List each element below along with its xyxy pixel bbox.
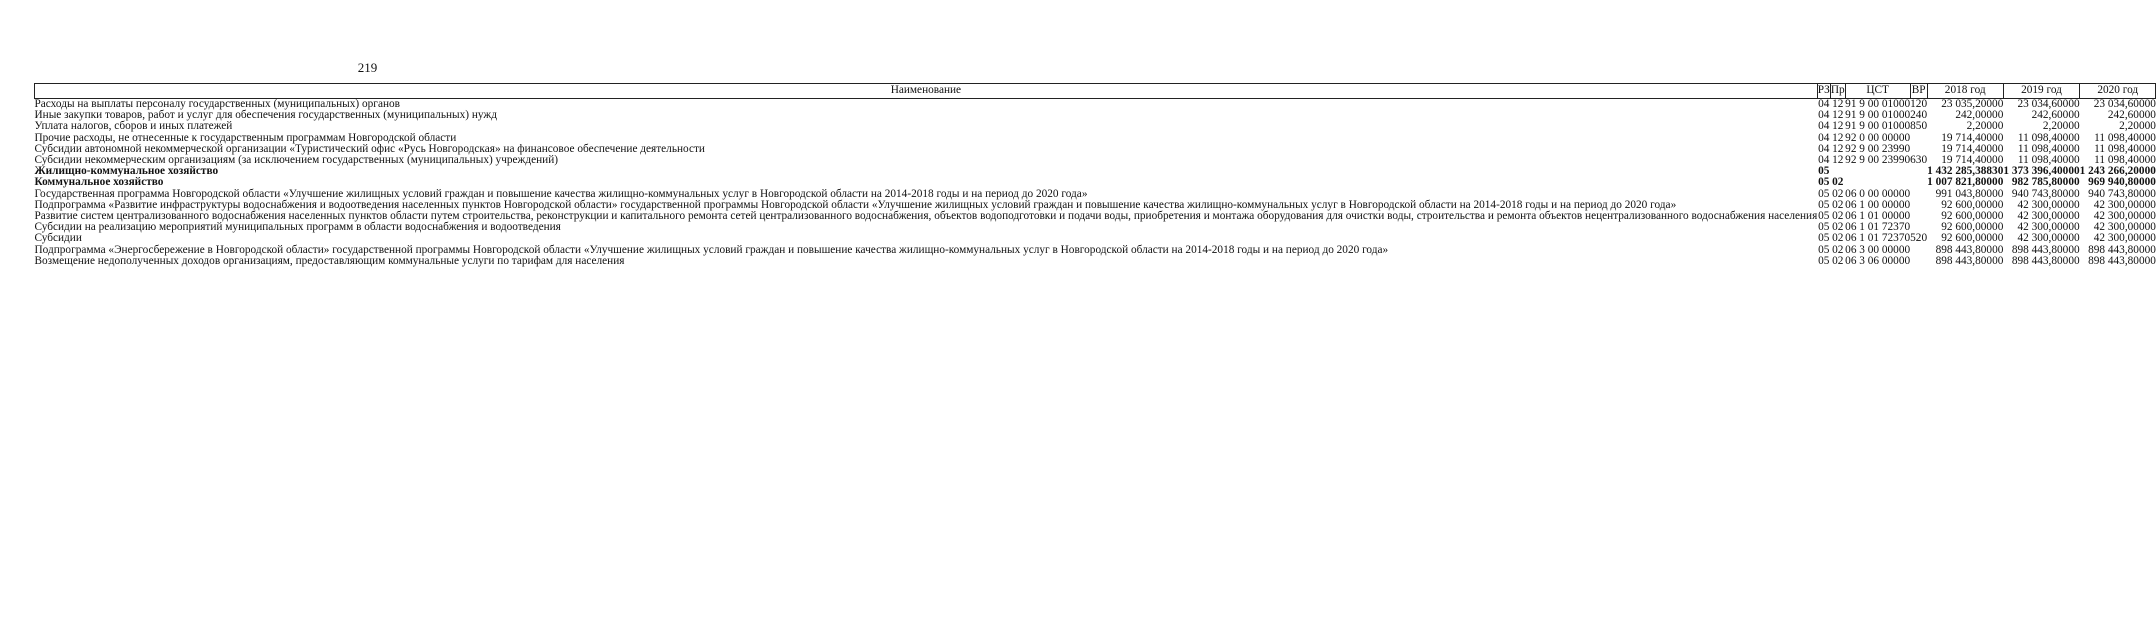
row-pr: 12 (1832, 120, 1844, 133)
row-name: Коммунальное хозяйство (34, 176, 164, 189)
row-2018: 898 443,80000 (1935, 254, 2004, 267)
row-2020: 42 300,00000 (2093, 221, 2156, 234)
table-header-row (35, 84, 2156, 99)
row-vr: 850 (1910, 120, 1928, 133)
row-cst (1845, 177, 1910, 188)
row-cst: 06 3 00 00000 (1845, 243, 1911, 256)
table-row (35, 155, 2156, 166)
row-cst: 92 9 00 23990 (1845, 154, 1911, 167)
row-pr: 02 (1832, 232, 1844, 245)
row-rz: 05 (1818, 254, 1830, 267)
row-cst: 91 9 00 01000 (1845, 98, 1911, 110)
row-rz: 05 (1818, 221, 1830, 234)
row-pr: 02 (1832, 187, 1844, 200)
row-2019: 898 443,80000 (2011, 254, 2080, 267)
row-rz: 04 (1818, 154, 1830, 167)
row-2019: 982 785,80000 (2011, 176, 2080, 189)
row-2018: 92 600,00000 (1941, 210, 2004, 223)
row-2018: 991 043,80000 (1935, 187, 2004, 200)
row-2018: 1 432 285,38830 (1927, 165, 2004, 178)
row-2019: 1 373 396,40000 (2003, 165, 2080, 178)
row-rz: 05 (1818, 176, 1830, 189)
row-name: Прочие расходы, не отнесенные к государственным программам Новгородской области (34, 131, 457, 144)
row-cst: 06 3 06 00000 (1845, 254, 1911, 267)
row-2020: 11 098,40000 (2094, 131, 2156, 144)
table-row (35, 256, 2156, 267)
row-2020: 23 034,60000 (2093, 98, 2156, 110)
row-name: Подпрограмма «Энергосбережение в Новгородской области» государственной программы Новгородской области «Улучшение жилищных условий граждан и повышение качества жилищно-коммунальных услуг в Новгородской области на 2014-2018 годы и на период до 2020 года» (34, 243, 1389, 256)
table-row (35, 177, 2156, 188)
row-name: Расходы на выплаты персоналу государственных (муниципальных) органов (34, 98, 400, 110)
row-rz: 05 (1818, 232, 1830, 245)
row-vr (1910, 211, 1927, 222)
row-2018: 1 007 821,80000 (1927, 176, 2004, 189)
col-header-name: Наименование (35, 84, 1818, 99)
row-rz: 04 (1818, 142, 1830, 155)
row-2019: 11 098,40000 (2017, 154, 2080, 167)
row-cst: 06 1 01 00000 (1845, 210, 1911, 223)
row-2019: 23 034,60000 (2017, 98, 2080, 110)
col-header-cst: ЦСТ (1845, 84, 1910, 99)
row-2019: 2,20000 (2042, 120, 2080, 133)
row-2020: 898 443,80000 (2088, 243, 2156, 256)
row-vr (1910, 133, 1927, 144)
row-cst: 92 9 00 23990 (1845, 142, 1911, 155)
row-pr: 02 (1832, 176, 1844, 189)
col-header-pr: Пр (1830, 84, 1845, 99)
row-2018: 92 600,00000 (1941, 232, 2004, 245)
row-pr: 02 (1832, 243, 1844, 256)
row-2019: 11 098,40000 (2017, 142, 2080, 155)
row-vr: 520 (1910, 232, 1928, 245)
row-vr (1910, 189, 1927, 200)
row-2020: 42 300,00000 (2093, 198, 2156, 211)
row-2019: 940 743,80000 (2011, 187, 2080, 200)
row-2018: 92 600,00000 (1941, 221, 2004, 234)
row-2020: 2,20000 (2119, 120, 2156, 133)
col-header-2018: 2018 год (1927, 84, 2003, 99)
row-name: Государственная программа Новгородской области «Улучшение жилищных условий граждан и повышение качества жилищно-коммунальных услуг в Новгородской области на 2014-2018 годы и на период до 2020 года» (34, 187, 1088, 200)
row-pr: 02 (1832, 198, 1844, 211)
row-name: Уплата налогов, сборов и иных платежей (34, 120, 233, 133)
row-name: Иные закупки товаров, работ и услуг для обеспечения государственных (муниципальных) нужд (34, 109, 497, 122)
row-2020: 969 940,80000 (2088, 176, 2156, 189)
row-2018: 242,00000 (1955, 109, 2004, 122)
row-cst: 06 1 01 72370 (1845, 221, 1911, 234)
row-vr (1910, 166, 1927, 177)
row-vr (1910, 177, 1927, 188)
row-rz: 04 (1818, 98, 1830, 110)
row-rz: 04 (1818, 120, 1830, 133)
row-2018: 23 035,20000 (1941, 98, 2004, 110)
col-header-2019: 2019 год (2003, 84, 2079, 99)
row-2019: 898 443,80000 (2011, 243, 2080, 256)
table-row (35, 233, 2156, 244)
row-2018: 19 714,40000 (1941, 142, 2004, 155)
row-cst: 06 1 00 00000 (1845, 198, 1911, 211)
row-pr: 12 (1832, 109, 1844, 122)
col-header-vr: ВР (1910, 84, 1927, 99)
row-rz: 05 (1818, 198, 1830, 211)
row-vr (1910, 200, 1927, 211)
row-cst: 91 9 00 01000 (1845, 109, 1911, 122)
row-pr: 12 (1832, 131, 1844, 144)
row-2018: 19 714,40000 (1941, 131, 2004, 144)
row-name: Субсидии автономной некоммерческой организации «Туристический офис «Русь Новгородская» на финансовое обеспечение деятельности (34, 142, 705, 155)
row-name: Субсидии (34, 232, 82, 245)
row-pr: 12 (1832, 142, 1844, 155)
row-name: Субсидии некоммерческим организациям (за исключением государственных (муниципальных) учреждений) (34, 154, 559, 167)
row-2019: 242,60000 (2031, 109, 2080, 122)
row-rz: 05 (1818, 210, 1830, 223)
col-header-2020: 2020 год (2080, 84, 2156, 99)
row-vr: 120 (1910, 98, 1928, 110)
row-2019: 42 300,00000 (2017, 210, 2080, 223)
page-number: 219 (357, 60, 378, 75)
row-2020: 42 300,00000 (2093, 232, 2156, 245)
row-pr: 12 (1832, 98, 1844, 110)
row-2018: 898 443,80000 (1935, 243, 2004, 256)
row-2018: 19 714,40000 (1941, 154, 2004, 167)
row-rz: 04 (1818, 131, 1830, 144)
row-name: Подпрограмма «Развитие инфраструктуры водоснабжения и водоотведения населенных пунктов Новгородской области» государственной программы Новгородской области «Улучшение жилищных условий граждан и повышение качества жилищно-коммунальных услуг в Новгородской области на 2014-2018 годы и на период до 2020 года» (34, 198, 1677, 211)
row-name: Жилищно-коммунальное хозяйство (34, 165, 219, 178)
table-row (35, 121, 2156, 132)
row-2019: 42 300,00000 (2017, 221, 2080, 234)
row-vr: 630 (1910, 154, 1928, 167)
col-header-rz: РЗ (1817, 84, 1830, 99)
row-pr: 02 (1832, 210, 1844, 223)
row-name: Возмещение недополученных доходов организациям, предоставляющим коммунальные услуги по тарифам для населения (34, 254, 625, 267)
row-rz: 05 (1818, 243, 1830, 256)
budget-table (34, 83, 2156, 267)
row-2019: 42 300,00000 (2017, 232, 2080, 245)
row-2020: 940 743,80000 (2088, 187, 2156, 200)
row-2018: 2,20000 (1966, 120, 2004, 133)
row-cst: 06 0 00 00000 (1845, 187, 1911, 200)
row-rz: 05 (1818, 165, 1830, 178)
row-cst: 91 9 00 01000 (1845, 120, 1911, 133)
row-pr: 02 (1832, 221, 1844, 234)
row-2018: 92 600,00000 (1941, 198, 2004, 211)
row-2020: 11 098,40000 (2094, 154, 2156, 167)
row-2020: 1 243 266,20000 (2079, 165, 2156, 178)
row-cst: 92 0 00 00000 (1845, 131, 1911, 144)
row-rz: 05 (1818, 187, 1830, 200)
row-pr: 12 (1832, 154, 1844, 167)
row-cst: 06 1 01 72370 (1845, 232, 1911, 245)
row-2020: 242,60000 (2107, 109, 2156, 122)
row-vr (1910, 245, 1927, 256)
row-2020: 42 300,00000 (2093, 210, 2156, 223)
row-2019: 42 300,00000 (2017, 198, 2080, 211)
row-2020: 898 443,80000 (2088, 254, 2156, 267)
row-2019: 11 098,40000 (2017, 131, 2080, 144)
row-vr: 240 (1910, 109, 1928, 122)
row-vr (1910, 256, 1927, 267)
row-name: Развитие систем централизованного водоснабжения населенных пунктов области путем строительства, реконструкции и капитального ремонта сетей централизованного водоснабжения, объектов водоподготовки и подачи воды, приобретения и монтажа оборудования для очистки воды, строительства и ремонта объектов нецентрализованного водоснабжения населения (34, 210, 1818, 223)
row-name: Субсидии на реализацию мероприятий муниципальных программ в области водоснабжения и водоотведения (34, 221, 561, 234)
row-cst (1845, 166, 1910, 177)
row-2020: 11 098,40000 (2094, 142, 2156, 155)
row-pr: 02 (1832, 254, 1844, 267)
row-rz: 04 (1818, 109, 1830, 122)
